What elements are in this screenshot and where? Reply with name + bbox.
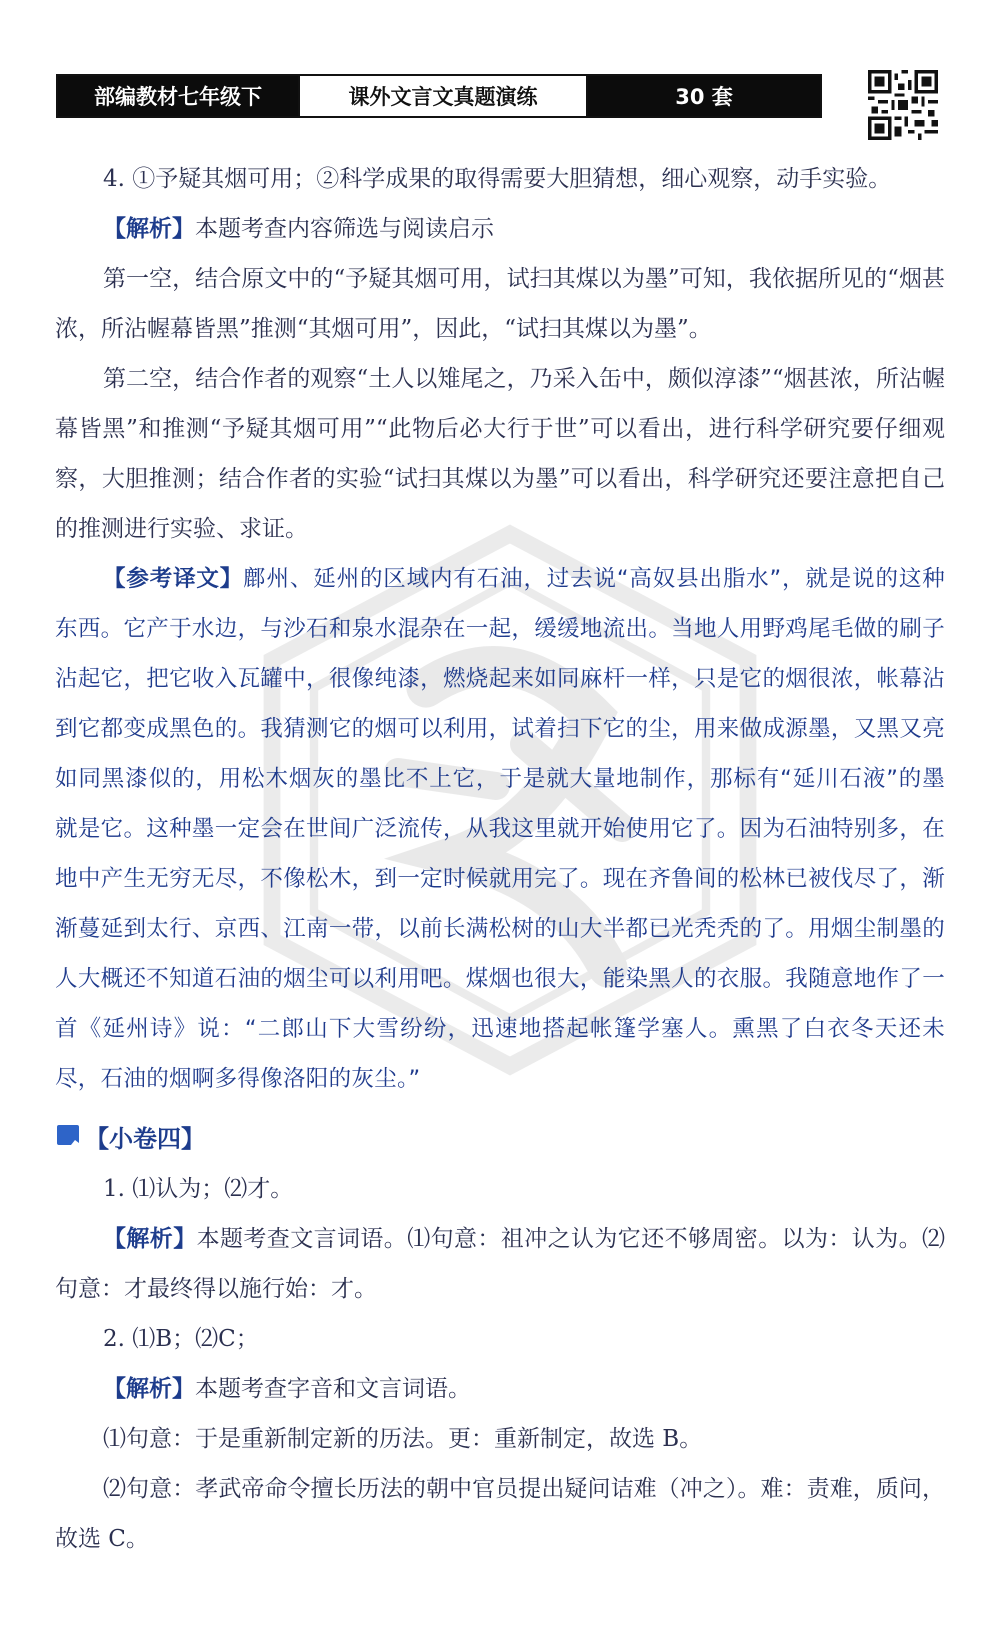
reference-translation xyxy=(55,554,945,1104)
analysis-tag: 【解析】 xyxy=(103,215,195,242)
analysis-tag: 【解析】 xyxy=(103,1375,195,1402)
analysis-paragraph-2: 第二空，结合作者的观察“土人以雉尾之，乃采入缶中，颇似淳漆”“烟甚浓，所沾幄幕皆黑”和推测“予疑其烟可用”“此物后必大行于世”可以看出，进行科学研究要仔细观察，大胆推测；结合作者的实验“试扫其煤以为墨”可以看出，科学研究还要注意把自己的推测进行实验、求证。 xyxy=(55,366,945,542)
q1-analysis xyxy=(55,1214,945,1314)
section-title: 【小卷四】 xyxy=(85,1124,205,1153)
header-banner xyxy=(56,74,822,118)
header-subject: 课外文言文真题演练 xyxy=(298,76,588,116)
header-grade: 部编教材七年级下 xyxy=(58,76,298,116)
q2-answer: 2. ⑴B；⑵C； xyxy=(103,1326,259,1352)
q1-answer: 1. ⑴认为；⑵才。 xyxy=(103,1176,294,1202)
analysis-text: 本题考查内容筛选与阅读启示 xyxy=(195,216,494,242)
q1-analysis-text: 本题考查文言词语。⑴句意：祖冲之认为它还不够周密。以为：认为。⑵句意：才最终得以施行始：才。 xyxy=(55,1226,946,1302)
q4-analysis xyxy=(55,204,945,254)
header-sets: 30 套 xyxy=(588,76,820,116)
bookmark-flag-icon xyxy=(55,1123,81,1149)
q2-sub1: ⑴句意：于是重新制定新的历法。更：重新制定，故选 B。 xyxy=(103,1426,703,1452)
q4-answer: 4. ①予疑其烟可用；②科学成果的取得需要大胆猜想，细心观察，动手实验。 xyxy=(103,166,892,192)
translation-text: 鄜州、延州的区域内有石油，过去说“高奴县出脂水”，就是说的这种东西。它产于水边，与沙石和泉水混杂在一起，缓缓地流出。当地人用野鸡尾毛做的刷子沾起它，把它收入瓦罐中，很像纯漆，燃烧起来如同麻杆一样，只是它的烟很浓，帐幕沾到它都变成黑色的。我猜测它的烟可以利用，试着扫下它的尘，用来做成源墨，又黑又亮如同黑漆似的，用松木烟灰的墨比不上它，于是就大量地制作，那标有“延川石液”的墨就是它。这种墨一定会在世间广泛流传，从我这里就开始使用它了。因为石油特别多，在地中产生无穷无尽，不像松木，到一定时候就用完了。现在齐鲁间的松林已被伐尽了，渐渐蔓延到太行、京西、江南一带，以前长满松树的山大半都已光秃秃的了。用烟尘制墨的人大概还不知道石油的烟尘可以利用吧。煤烟也很大，能染黑人的衣服。我随意地作了一首《延州诗》说：“二郎山下大雪纷纷，迅速地搭起帐篷学塞人。熏黑了白衣冬天还未尽，石油的烟啊多得像洛阳的灰尘。” xyxy=(55,566,945,1092)
q2-analysis xyxy=(55,1364,945,1414)
analysis-tag: 【解析】 xyxy=(103,1225,197,1252)
translation-tag: 【参考译文】 xyxy=(103,566,244,592)
page-content xyxy=(55,154,945,1564)
analysis-paragraph-1: 第一空，结合原文中的“予疑其烟可用，试扫其煤以为墨”可知，我依据所见的“烟甚浓，所沾幄幕皆黑”推测“其烟可用”，因此，“试扫其煤以为墨”。 xyxy=(55,266,945,342)
qr-code-icon xyxy=(868,70,938,140)
q2-analysis-text: 本题考查字音和文言词语。 xyxy=(195,1376,471,1402)
section-heading xyxy=(55,1108,945,1164)
q2-sub2: ⑵句意：孝武帝命令擅长历法的朝中官员提出疑问诘难（冲之）。难：责难，质问，故选 C。 xyxy=(55,1476,945,1552)
